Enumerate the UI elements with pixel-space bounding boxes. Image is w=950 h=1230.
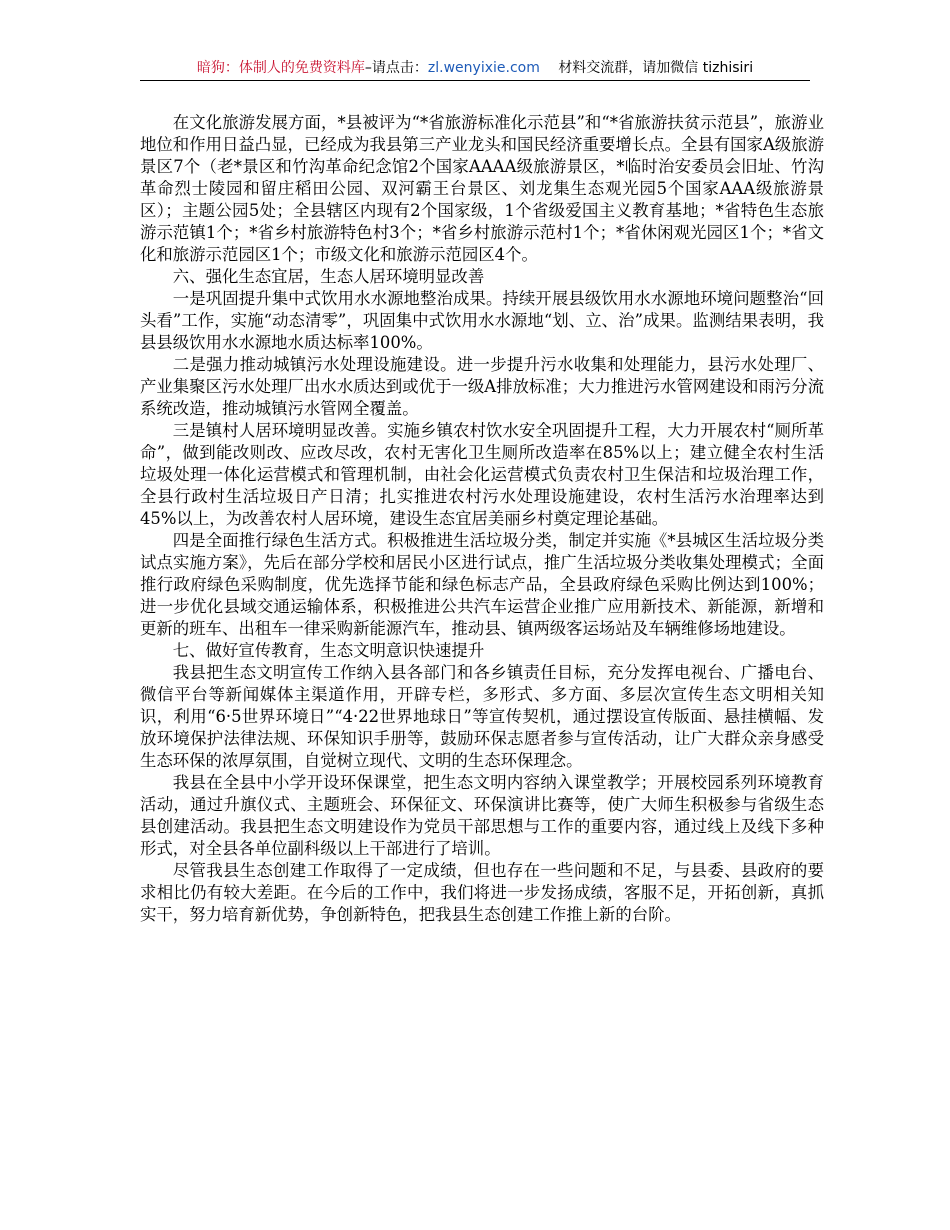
paragraph-rural-environment: 三是镇村人居环境明显改善。实施乡镇农村饮水安全巩固提升工程，大力开展农村“厕所革命”，做到能改则改、应改尽改，农村无害化卫生厕所改造率在85%以上；建立健全农村生活垃圾处理一体化运营模式和管理机制，由社会化运营模式负责农村卫生保洁和垃圾治理工作，全县行政村生活垃圾日产日清；扎实推进农村污水处理设施建设，农村生活污水治理率达到45%以上，为改善农村人居环境，建设生态宜居美丽乡村奠定理论基础。 [140,421,824,528]
page-header [140,58,810,78]
paragraph-water-source: 一是巩固提升集中式饮用水水源地整治成果。持续开展县级饮用水水源地环境问题整治“回头看”工作，实施“动态清零”，巩固集中式饮用水水源地“划、立、治”成果。监测结果表明，我县县级饮用水水源地水质达标率100%。 [140,289,824,352]
paragraph-education: 我县在全县中小学开设环保课堂，把生态文明内容纳入课堂教学；开展校园系列环境教育活动，通过升旗仪式、主题班会、环保征文、环保演讲比赛等，使广大师生积极参与省级生态县创建活动。我县把生态文明建设作为党员干部思想与工作的重要内容，通过线上及线下多种形式，对全县各单位副科级以上干部进行了培训。 [140,773,824,858]
section-heading-7: 七、做好宣传教育，生态文明意识快速提升 [172,641,485,660]
section-heading-6: 六、强化生态宜居，生态人居环境明显改善 [172,267,485,286]
header-site-name: 暗狗：体制人的免费资料库 [196,60,365,76]
paragraph-sewage: 二是强力推动城镇污水处理设施建设。进一步提升污水收集和处理能力，县污水处理厂、产业集聚区污水处理厂出水水质达到或优于一级A排放标准；大力推进污水管网建设和雨污分流系统改造，推动城镇污水管网全覆盖。 [140,355,824,418]
header-click-prompt: –请点击： [364,60,428,76]
header-wechat-note: 材料交流群，请加微信 tizhisiri [558,60,754,76]
paragraph-green-lifestyle: 四是全面推行绿色生活方式。积极推进生活垃圾分类，制定并实施《*县城区生活垃圾分类试点实施方案》，先后在部分学校和居民小区进行试点，推广生活垃圾分类收集处理模式；全面推行政府绿色采购制度，优先选择节能和绿色标志产品，全县政府绿色采购比例达到100%；进一步优化县域交通运输体系，积极推进公共汽车运营企业推广应用新技术、新能源，新增和更新的班车、出租车一律采购新能源汽车，推动县、镇两级客运场站及车辆维修场地建设。 [140,531,824,638]
paragraph-tourism: 在文化旅游发展方面，*县被评为“*省旅游标准化示范县”和“*省旅游扶贫示范县”，旅游业地位和作用日益凸显，已经成为我县第三产业龙头和国民经济重要增长点。全县有国家A级旅游景区7个（老*景区和竹沟革命纪念馆2个国家AAAA级旅游景区，*临时治安委员会旧址、竹沟革命烈士陵园和留庄稻田公园、双河霸王台景区、刘龙集生态观光园5个国家AAA级旅游景区）；主题公园5处；全县辖区内现有2个国家级，1个省级爱国主义教育基地；*省特色生态旅游示范镇1个；*省乡村旅游特色村3个；*省乡村旅游示范村1个；*省休闲观光园区1个；*省文化和旅游示范园区1个；市级文化和旅游示范园区4个。 [140,113,824,264]
document-body [140,112,824,926]
header-url-link[interactable]: zl.wenyixie.com [427,60,540,76]
paragraph-conclusion: 尽管我县生态创建工作取得了一定成绩，但也存在一些问题和不足，与县委、县政府的要求相比仍有较大差距。在今后的工作中，我们将进一步发扬成绩，客服不足，开拓创新，真抓实干，努力培育新优势，争创新特色，把我县生态创建工作推上新的台阶。 [140,861,824,924]
paragraph-publicity: 我县把生态文明宣传工作纳入县各部门和各乡镇责任目标，充分发挥电视台、广播电台、微信平台等新闻媒体主渠道作用，开辟专栏，多形式、多方面、多层次宣传生态文明相关知识，利用“6·5世界环境日”“4·22世界地球日”等宣传契机，通过摆设宣传版面、悬挂横幅、发放环境保护法律法规、环保知识手册等，鼓励环保志愿者参与宣传活动，让广大群众亲身感受生态环保的浓厚氛围，自觉树立现代、文明的生态环保理念。 [140,663,824,770]
header-divider [140,80,810,81]
